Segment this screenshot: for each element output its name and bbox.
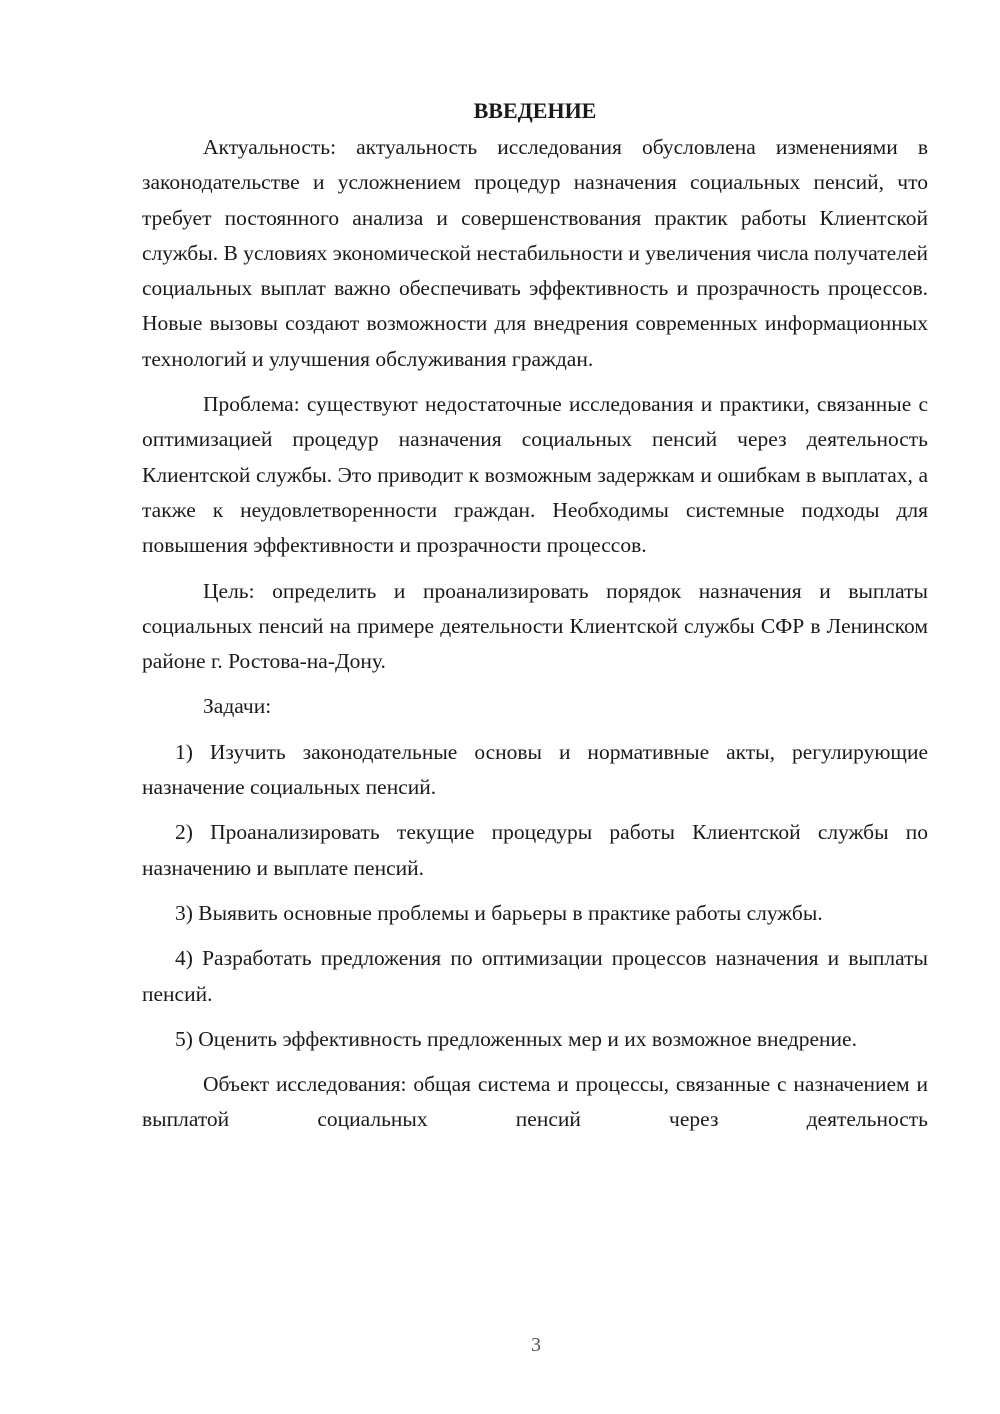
task-item: 2) Проанализировать текущие процедуры работы Клиентской службы по назначению и выплате пенсий. — [142, 820, 928, 880]
paragraph-object: Объект исследования: общая система и процессы, связанные с назначением и выплатой социальных пенсий через деятельность — [142, 1072, 928, 1132]
page-number: 3 — [531, 1334, 541, 1356]
task-item: 1) Изучить законодательные основы и нормативные акты, регулирующие назначение социальных пенсий. — [142, 739, 928, 800]
task-item: 4) Разработать предложения по оптимизации процессов назначения и выплаты пенсий. — [142, 946, 928, 1006]
tasks-label: Задачи: — [203, 694, 272, 719]
task-item: 5) Оценить эффективность предложенных мер и их возможное внедрение. — [175, 1026, 857, 1051]
section-title: ВВЕДЕНИЕ — [473, 98, 597, 123]
task-item: 3) Выявить основные проблемы и барьеры в практике работы службы. — [175, 900, 823, 925]
paragraph-relevance: Актуальность: актуальность исследования обусловлена изменениями в законодательстве и усложнением процедур назначения социальных пенсий, что требует постоянного анализа и совершенствования практик работы Клиентской службы. В условиях экономической нестабильности и увеличения числа получателей социальных выплат важно обеспечивать эффективность и прозрачность процессов. Новые вызовы создают возможности для внедрения современных информационных технологий и улучшения обслуживания граждан. — [142, 135, 928, 371]
paragraph-problem: Проблема: существуют недостаточные исследования и практики, связанные с оптимизацией процедур назначения социальных пенсий через деятельность Клиентской службы. Это приводит к возможным задержкам и ошибкам в выплатах, а также к неудовлетворенности граждан. Необходимы системные подходы для повышения эффективности и прозрачности процессов. — [142, 392, 928, 558]
paragraph-goal: Цель: определить и проанализировать порядок назначения и выплаты социальных пенсий на примере деятельности Клиентской службы СФР в Ленинском районе г. Ростова-на-Дону. — [142, 578, 928, 674]
document-page — [142, 96, 928, 1148]
